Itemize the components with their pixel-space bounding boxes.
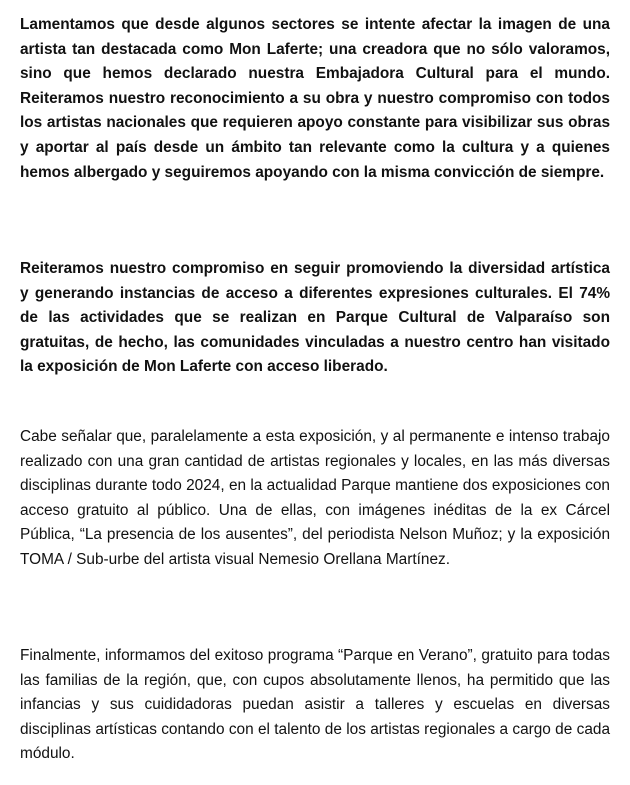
paragraph-exhibitions: Cabe señalar que, paralelamente a esta exposición, y al permanente e intenso trabajo realizado con una gran cantidad de artistas regionales y locales, en las más diversas disciplinas durante todo 2024, en la actualidad Parque mantiene dos exposiciones con acceso gratuito al público. Una de ellas, con imágenes inéditas de la ex Cárcel Pública, “La presencia de los ausentes”, del periodista Nelson Muñoz; y la exposición TOMA / Sub-urbe del artista visual Nemesio Orellana Martínez. <box>20 428 610 568</box>
paragraph-summer-program: Finalmente, informamos del exitoso programa “Parque en Verano”, gratuito para todas las familias de la región, que, con cupos absolutamente llenos, ha permitido que las infancias y sus cuididadoras puedan asistir a talleres y escuelas en diversas disciplinas artísticas contando con el talento de los artistas regionales a cargo de cada módulo. <box>20 647 610 763</box>
paragraph-commitment: Reiteramos nuestro compromiso en seguir promoviendo la diversidad artística y generando instancias de acceso a diferentes expresiones culturales. El 74% de las actividades que se realizan en Parque Cultural de Valparaíso son gratuitas, de hecho, las comunidades vinculadas a nuestro centro han visitado la exposición de Mon Laferte con acceso liberado. <box>20 260 610 376</box>
paragraph-statement: Lamentamos que desde algunos sectores se intente afectar la imagen de una artista tan destacada como Mon Laferte; una creadora que no sólo valoramos, sino que hemos declarado nuestra Embajadora Cultural para el mundo. Reiteramos nuestro reconocimiento a su obra y nuestro compromiso con todos los artistas nacionales que requieren apoyo constante para visibilizar sus obras y aportar al país desde un ámbito tan relevante como la cultura y a quienes hemos albergado y seguiremos apoyando con la misma convicción de siempre. <box>20 16 610 181</box>
